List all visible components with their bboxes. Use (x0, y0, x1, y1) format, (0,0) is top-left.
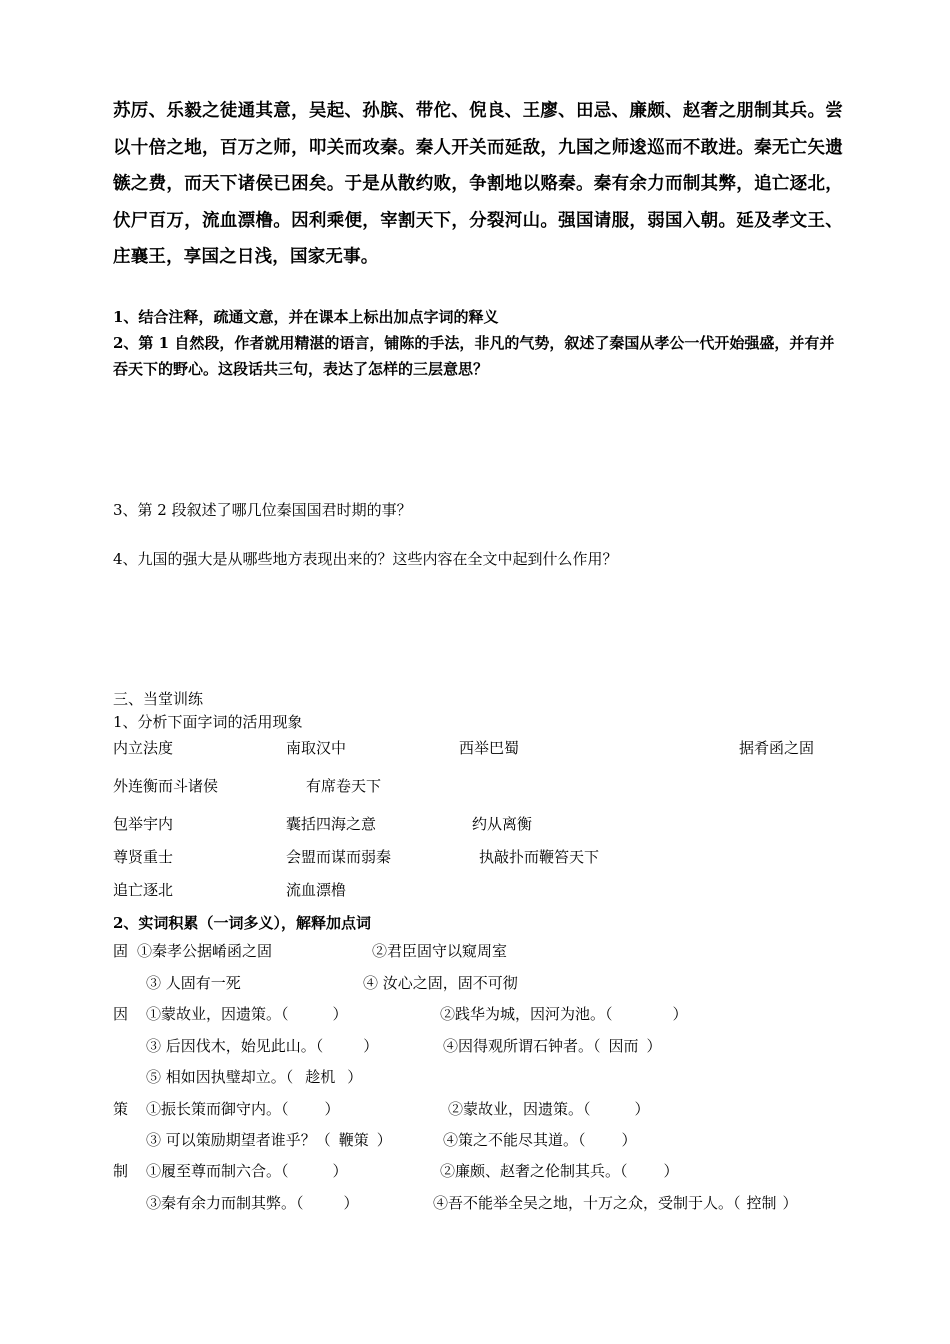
example-sentence: ①秦孝公据崤函之固 (137, 942, 273, 960)
example-sentence (146, 1003, 348, 1025)
word-label: 制 (113, 1162, 129, 1180)
sentence-text: ①振长策而御守内。（ (146, 1100, 289, 1118)
answer-text: 趁机 (305, 1068, 336, 1086)
exercise-1-heading: 1、分析下面字词的活用现象 (113, 713, 303, 731)
example-sentence (443, 1129, 637, 1151)
sentence-text: ⑤ 相如因执璧却立。（ (146, 1068, 294, 1086)
answer-text: 因而 (608, 1037, 639, 1055)
phrase: 外连衡而斗诸侯 (113, 777, 219, 795)
phrase: 据肴函之固 (739, 739, 815, 757)
question-4: 4、九国的强大是从哪些地方表现出来的？这些内容在全文中起到什么作用？ (113, 550, 618, 568)
example-sentence (433, 1192, 798, 1214)
example-sentence: ④ 汝心之固，固不可彻 (363, 974, 518, 992)
example-sentence (440, 1003, 688, 1025)
word-label: 策 (113, 1100, 129, 1118)
paren-close: ） (324, 1100, 340, 1118)
sentence-text: ④因得观所谓石钟者。（ (443, 1037, 601, 1055)
example-sentence: ②君臣固守以窥周室 (372, 942, 508, 960)
word-label: 因 (113, 1005, 129, 1023)
paren-close: ） (376, 1131, 392, 1149)
example-sentence (440, 1160, 679, 1182)
paren-close: ） (363, 1037, 379, 1055)
paren-close: ） (634, 1100, 650, 1118)
phrase: 南取汉中 (286, 739, 347, 757)
question-2: 2、第 1 自然段，作者就用精湛的语言，铺陈的手法，非凡的气势，叙述了秦国从孝公一代开始强盛，并有并吞天下的野心。这段话共三句，表达了怎样的三层意思？ (113, 334, 835, 378)
sentence-text: ①蒙故业，因遗策。（ (146, 1005, 289, 1023)
phrase: 追亡逐北 (113, 881, 174, 899)
answer-text: 鞭策 (338, 1131, 369, 1149)
question-1: 1、结合注释，疏通文意，并在课本上标出加点字词的释义 (113, 308, 499, 326)
example-sentence (146, 1129, 392, 1151)
sentence-text: ③ 后因伐木，始见此山。（ (146, 1037, 324, 1055)
sentence-text: ④策之不能尽其道。（ (443, 1131, 586, 1149)
paren-close: ） (646, 1037, 662, 1055)
phrase: 西举巴蜀 (459, 739, 520, 757)
example-sentence (146, 1035, 378, 1057)
example-sentence (146, 1066, 362, 1088)
question-3: 3、第 2 段叙述了哪几位秦国国君时期的事？ (113, 501, 412, 519)
paren-close: ） (332, 1005, 348, 1023)
phrase: 流血漂橹 (286, 881, 347, 899)
sentence-text: ②廉颇、赵奢之伦制其兵。（ (440, 1162, 628, 1180)
sentence-text: ③秦有余力而制其弊。（ (146, 1194, 304, 1212)
sentence-text: ②践华为城，因河为池。（ (440, 1005, 613, 1023)
section-title: 三、当堂训练 (113, 690, 204, 708)
example-sentence: ③ 人固有一死 (146, 974, 241, 992)
paren-close: ） (621, 1131, 637, 1149)
phrase: 内立法度 (113, 739, 174, 757)
answer-text: 控制 (746, 1194, 777, 1212)
example-sentence (443, 1035, 662, 1057)
paren-close: ） (663, 1162, 679, 1180)
phrase: 囊括四海之意 (286, 815, 377, 833)
paren-close: ） (332, 1162, 348, 1180)
paren-close: ） (782, 1194, 798, 1212)
phrase: 执敲扑而鞭笞天下 (479, 848, 600, 866)
classical-passage: 苏厉、乐毅之徒通其意，吴起、孙膑、带佗、倪良、王廖、田忌、廉颇、赵奢之朋制其兵。尝以十倍之地，百万之师，叩关而攻秦。秦人开关而延敌，九国之师逡巡而不敢进。秦无亡矢遗镞之费，而天下诸侯已困矣。于是从散约败，争割地以赂秦。秦有余力而制其弊，追亡逐北，伏尸百万，流血漂橹。因利乘便，宰割天下，分裂河山。强国请服，弱国入朝。延及孝文王、庄襄王，享国之日浅，国家无事。 (113, 101, 843, 268)
example-sentence (448, 1098, 650, 1120)
paren-close: ） (343, 1194, 359, 1212)
sentence-text: ①履至尊而制六合。（ (146, 1162, 289, 1180)
paren-close: ） (672, 1005, 688, 1023)
example-sentence (146, 1098, 340, 1120)
sentence-text: ③ 可以策励期望者谁乎？（ (146, 1131, 331, 1149)
phrase: 包举宇内 (113, 815, 174, 833)
phrase: 尊贤重士 (113, 848, 174, 866)
example-sentence (146, 1192, 359, 1214)
phrase: 会盟而谋而弱秦 (286, 848, 392, 866)
paren-close: ） (347, 1068, 363, 1086)
sentence-text: ②蒙故业，因遗策。（ (448, 1100, 591, 1118)
phrase: 约从离衡 (472, 815, 533, 833)
example-sentence (146, 1160, 348, 1182)
phrase: 有席卷天下 (306, 777, 382, 795)
sentence-text: ④吾不能举全吴之地，十万之众，受制于人。（ (433, 1194, 741, 1212)
word-label: 固 (113, 942, 129, 960)
exercise-2-heading: 2、实词积累（一词多义），解释加点词 (113, 914, 371, 932)
